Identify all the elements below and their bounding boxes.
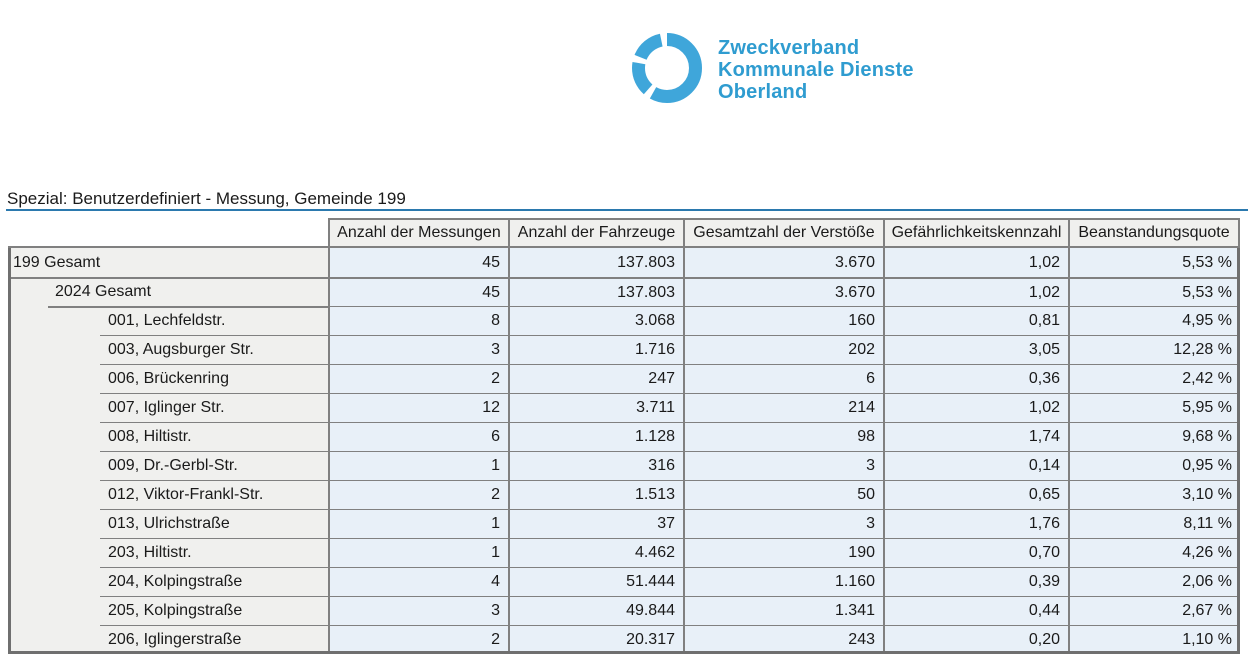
- value-cell: 5,53 %: [1070, 248, 1240, 277]
- value-cell: 0,20: [885, 625, 1070, 654]
- value-cell: 0,44: [885, 596, 1070, 625]
- value-cell: 0,81: [885, 306, 1070, 335]
- value-cell: 0,70: [885, 538, 1070, 567]
- value-cell: 51.444: [510, 567, 685, 596]
- row-label-cell: 203, Hiltistr.: [8, 538, 330, 567]
- value-cell: 137.803: [510, 248, 685, 277]
- value-cell: 3: [330, 596, 510, 625]
- value-cell: 2: [330, 364, 510, 393]
- value-cell: 3.711: [510, 393, 685, 422]
- value-cell: 3,05: [885, 335, 1070, 364]
- value-cell: 0,39: [885, 567, 1070, 596]
- value-cell: 2,06 %: [1070, 567, 1240, 596]
- row-label-cell: 007, Iglinger Str.: [8, 393, 330, 422]
- row-label-cell: 001, Lechfeldstr.: [8, 306, 330, 335]
- row-separator: [100, 567, 328, 568]
- column-header: Anzahl der Fahrzeuge: [510, 218, 685, 248]
- value-cell: 98: [685, 422, 885, 451]
- value-cell: 316: [510, 451, 685, 480]
- value-cell: 0,14: [885, 451, 1070, 480]
- row-label-cell: 205, Kolpingstraße: [8, 596, 330, 625]
- value-cell: 1.341: [685, 596, 885, 625]
- logo-text: [718, 37, 914, 105]
- value-cell: 214: [685, 393, 885, 422]
- value-cell: 3,10 %: [1070, 480, 1240, 509]
- value-cell: 1,10 %: [1070, 625, 1240, 654]
- value-cell: 37: [510, 509, 685, 538]
- row-label-cell: 204, Kolpingstraße: [8, 567, 330, 596]
- value-cell: 2: [330, 480, 510, 509]
- value-cell: 1.716: [510, 335, 685, 364]
- measurement-table: [8, 218, 1240, 654]
- row-label-cell: 199 Gesamt: [8, 248, 330, 277]
- value-cell: 8,11 %: [1070, 509, 1240, 538]
- row-separator: [100, 538, 328, 539]
- value-cell: 243: [685, 625, 885, 654]
- logo-line-3: Oberland: [718, 81, 808, 103]
- value-cell: 12: [330, 393, 510, 422]
- row-separator: [100, 625, 328, 626]
- value-cell: 1: [330, 509, 510, 538]
- value-cell: 3.068: [510, 306, 685, 335]
- row-separator: [100, 364, 328, 365]
- value-cell: 8: [330, 306, 510, 335]
- value-cell: 0,95 %: [1070, 451, 1240, 480]
- value-cell: 1,74: [885, 422, 1070, 451]
- value-cell: 247: [510, 364, 685, 393]
- value-cell: 1.160: [685, 567, 885, 596]
- row-label-cell: 008, Hiltistr.: [8, 422, 330, 451]
- value-cell: 5,95 %: [1070, 393, 1240, 422]
- column-header: Beanstandungsquote: [1070, 218, 1240, 248]
- value-cell: 1,02: [885, 248, 1070, 277]
- title-underline-rule: [6, 209, 1248, 211]
- table-corner-spacer: [8, 218, 330, 248]
- row-separator: [100, 480, 328, 481]
- row-label-cell: 013, Ulrichstraße: [8, 509, 330, 538]
- value-cell: 4.462: [510, 538, 685, 567]
- row-separator: [100, 596, 328, 597]
- value-cell: 2: [330, 625, 510, 654]
- measurement-table-wrapper: [8, 218, 1240, 654]
- logo-line-1: Zweckverband: [718, 37, 860, 59]
- organization-logo: [630, 31, 914, 105]
- value-cell: 3.670: [685, 277, 885, 306]
- value-cell: 1,02: [885, 393, 1070, 422]
- value-cell: 6: [685, 364, 885, 393]
- value-cell: 137.803: [510, 277, 685, 306]
- row-separator: [100, 422, 328, 423]
- value-cell: 4,95 %: [1070, 306, 1240, 335]
- value-cell: 1,76: [885, 509, 1070, 538]
- value-cell: 5,53 %: [1070, 277, 1240, 306]
- value-cell: 20.317: [510, 625, 685, 654]
- value-cell: 1.513: [510, 480, 685, 509]
- value-cell: 1,02: [885, 277, 1070, 306]
- row-label-cell: 012, Viktor-Frankl-Str.: [8, 480, 330, 509]
- segmented-ring-logo-icon: [630, 31, 704, 105]
- row-separator: [48, 306, 328, 308]
- value-cell: 202: [685, 335, 885, 364]
- row-separator: [100, 509, 328, 510]
- value-cell: 50: [685, 480, 885, 509]
- value-cell: 3: [685, 509, 885, 538]
- row-separator: [100, 335, 328, 336]
- row-label-cell: 003, Augsburger Str.: [8, 335, 330, 364]
- value-cell: 2,67 %: [1070, 596, 1240, 625]
- value-cell: 1: [330, 451, 510, 480]
- value-cell: 0,36: [885, 364, 1070, 393]
- value-cell: 4: [330, 567, 510, 596]
- value-cell: 160: [685, 306, 885, 335]
- column-header: Anzahl der Messungen: [330, 218, 510, 248]
- report-title: Spezial: Benutzerdefiniert - Messung, Gemeinde 199: [7, 189, 406, 208]
- value-cell: 0,65: [885, 480, 1070, 509]
- value-cell: 12,28 %: [1070, 335, 1240, 364]
- value-cell: 45: [330, 277, 510, 306]
- value-cell: 3: [330, 335, 510, 364]
- row-label-cell: 006, Brückenring: [8, 364, 330, 393]
- value-cell: 3.670: [685, 248, 885, 277]
- row-separator: [100, 393, 328, 394]
- row-separator: [100, 451, 328, 452]
- row-separator: [8, 277, 328, 279]
- value-cell: 49.844: [510, 596, 685, 625]
- value-cell: 45: [330, 248, 510, 277]
- value-cell: 1.128: [510, 422, 685, 451]
- value-cell: 3: [685, 451, 885, 480]
- value-cell: 9,68 %: [1070, 422, 1240, 451]
- value-cell: 6: [330, 422, 510, 451]
- row-label-cell: 206, Iglingerstraße: [8, 625, 330, 654]
- column-header: Gefährlichkeitskennzahl: [885, 218, 1070, 248]
- column-header: Gesamtzahl der Verstöße: [685, 218, 885, 248]
- row-label-cell: 2024 Gesamt: [8, 277, 330, 306]
- value-cell: 190: [685, 538, 885, 567]
- value-cell: 1: [330, 538, 510, 567]
- logo-line-2: Kommunale Dienste: [718, 59, 914, 81]
- value-cell: 2,42 %: [1070, 364, 1240, 393]
- value-cell: 4,26 %: [1070, 538, 1240, 567]
- row-label-cell: 009, Dr.-Gerbl-Str.: [8, 451, 330, 480]
